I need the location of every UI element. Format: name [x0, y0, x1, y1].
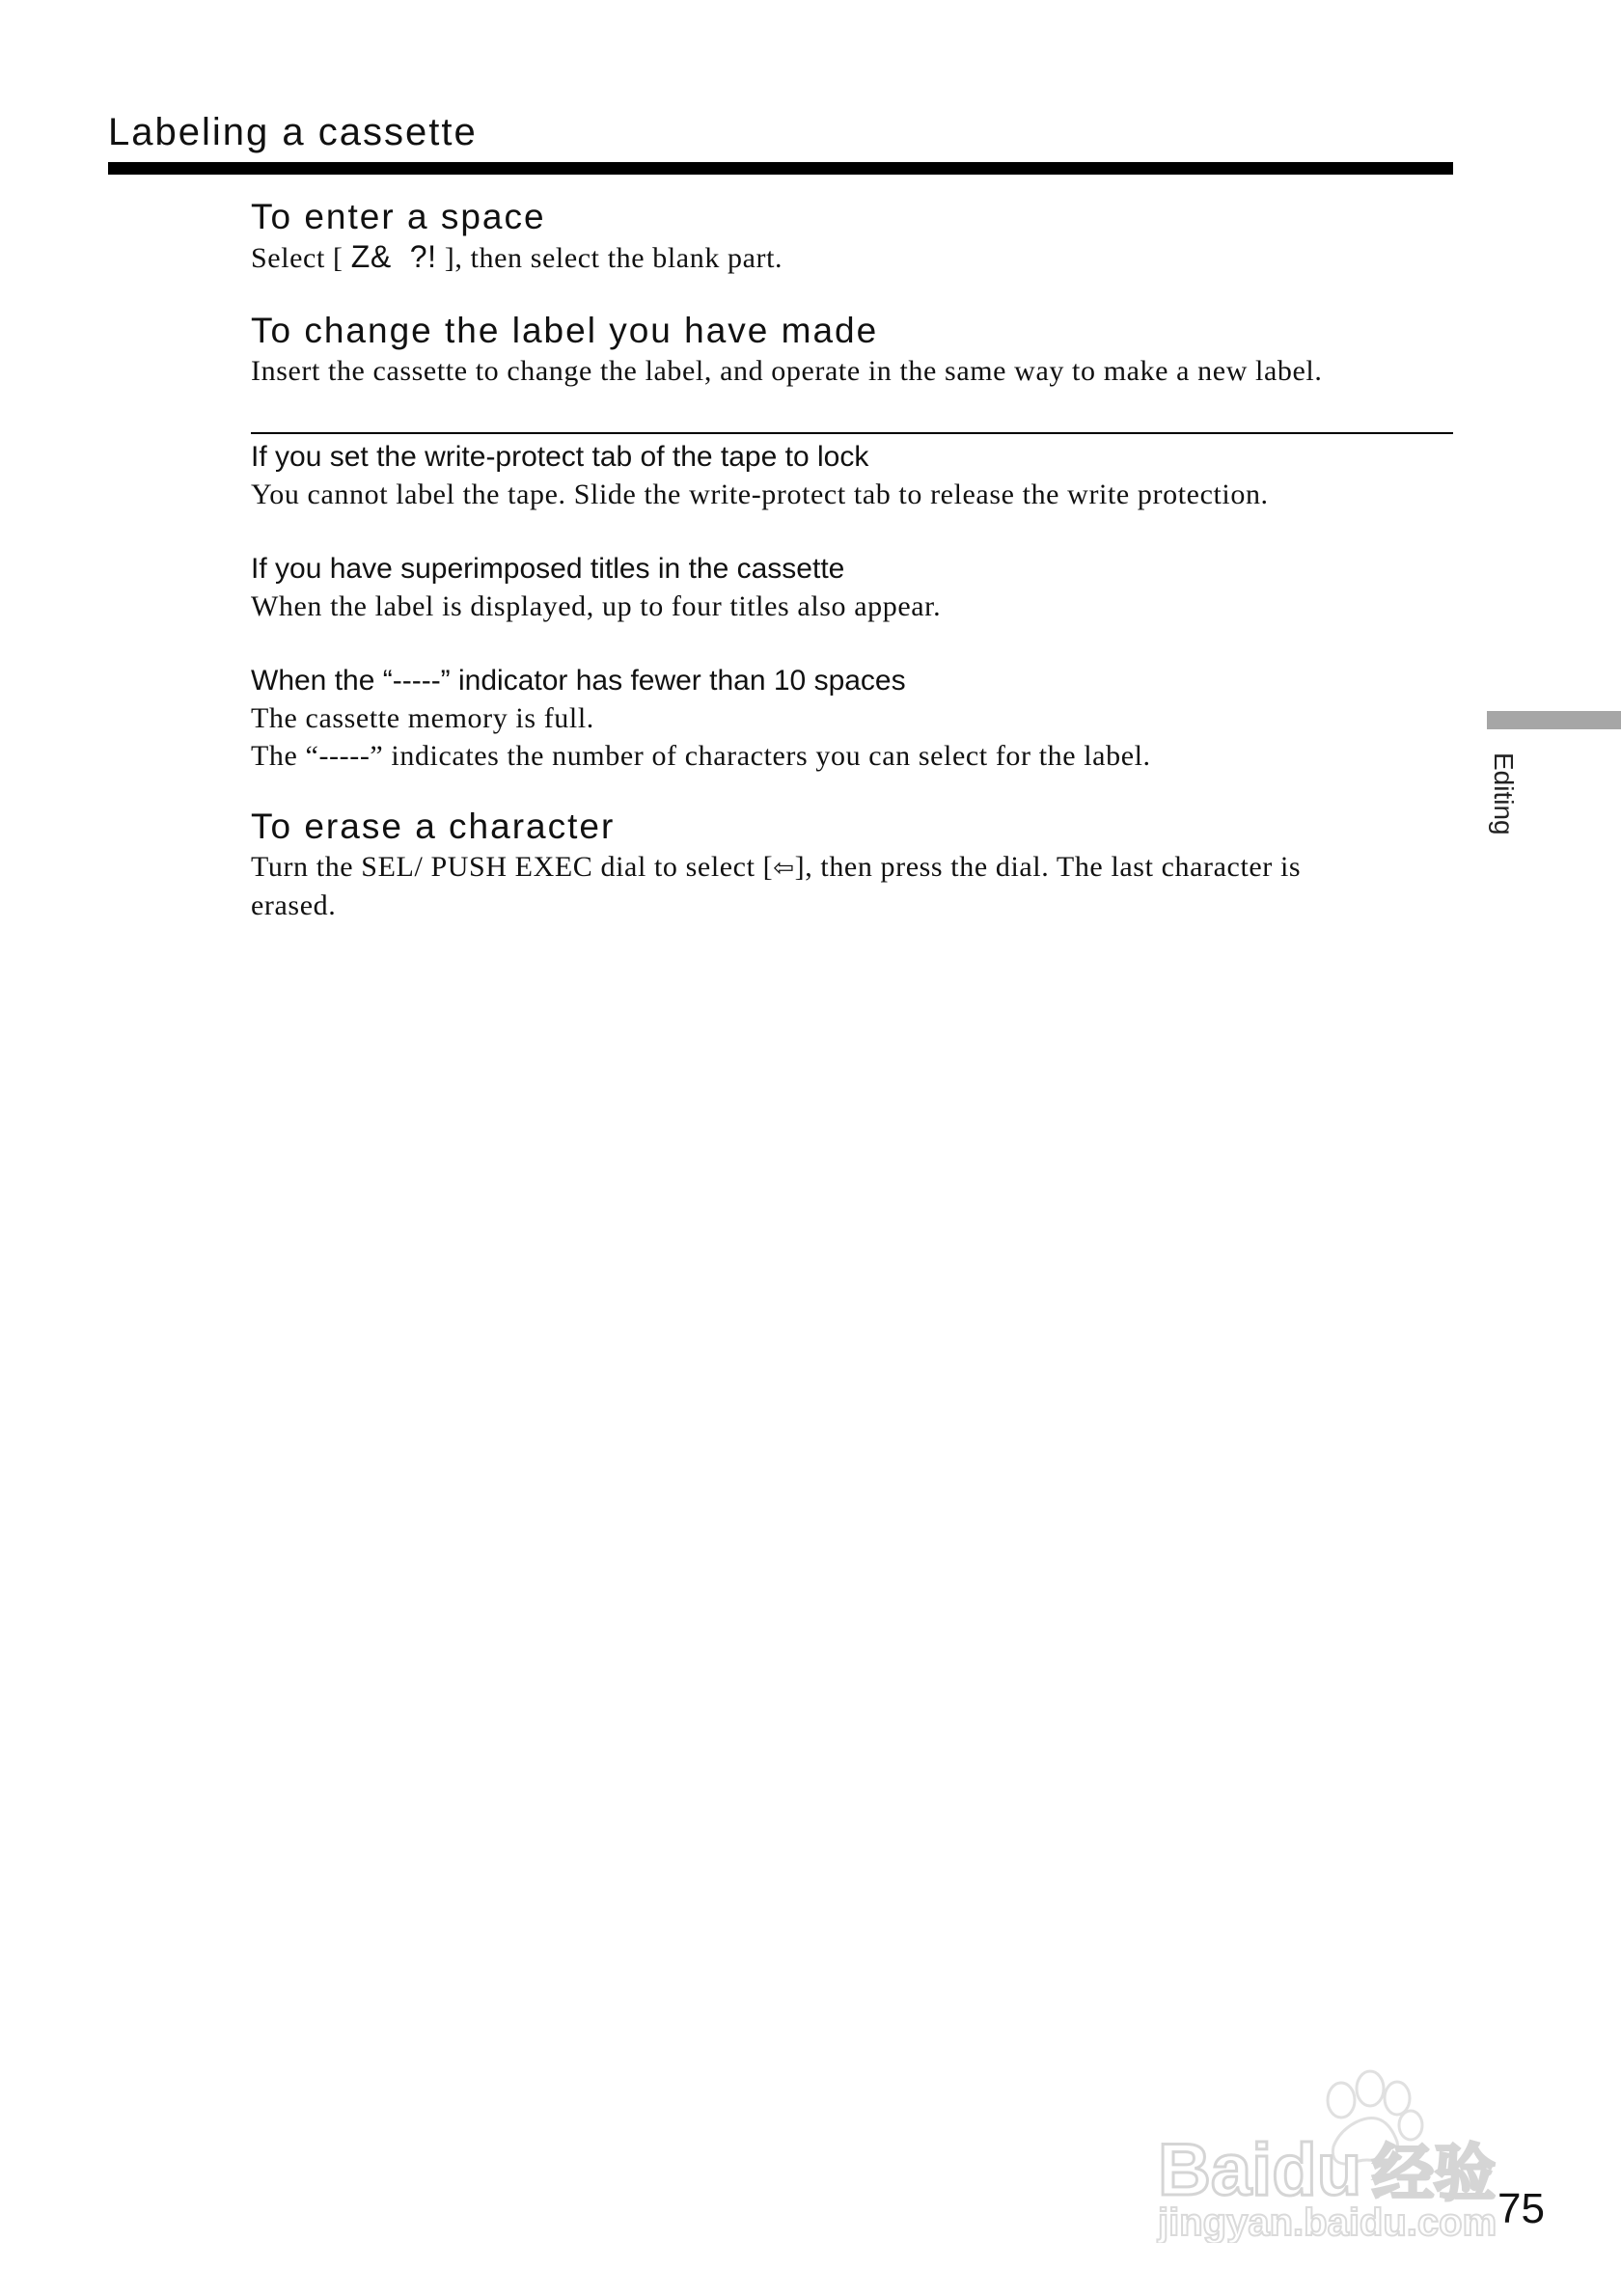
back-arrow-icon: ⇦: [773, 853, 795, 882]
section-heading: To enter a space: [251, 197, 546, 236]
note-line: You cannot label the tape. Slide the write-protect tab to release the write protection.: [251, 478, 1269, 510]
note-heading: When the “-----” indicator has fewer than 10 spaces: [251, 665, 906, 697]
note-line: When the label is displayed, up to four titles also appear.: [251, 590, 942, 622]
note-line: The “-----” indicates the number of characters you can select for the label.: [251, 740, 1151, 772]
note-heading: If you have superimposed titles in the cassette: [251, 553, 845, 585]
side-tab-marker: [1487, 711, 1621, 729]
note-heading: If you set the write-protect tab of the tape to lock: [251, 441, 869, 473]
section-enter-space: [251, 196, 1457, 277]
page-title: Labeling a cassette: [108, 111, 478, 153]
baidu-watermark: [1148, 2050, 1534, 2243]
section-text: [251, 848, 1457, 887]
section-text-continued: erased.: [251, 889, 337, 921]
note-line: The cassette memory is full.: [251, 702, 594, 734]
space-symbol-icon: Z& ?!: [350, 239, 437, 274]
note-superimposed-titles: [251, 551, 1457, 625]
section-erase-character: [251, 806, 1457, 924]
page-number: 75: [1497, 2185, 1545, 2232]
title-rule: [108, 162, 1453, 175]
text-after: ], then press the dial. The last character is: [794, 851, 1302, 883]
watermark-brand: Baidu: [1158, 2129, 1362, 2211]
text-before: Turn the SEL/ PUSH EXEC dial to select [: [251, 851, 774, 883]
section-change-label: [251, 310, 1457, 390]
section-heading: To erase a character: [251, 806, 616, 846]
text-before: Select [: [251, 242, 343, 274]
notes-divider: [251, 432, 1453, 434]
text-after: ], then select the blank part.: [444, 242, 783, 274]
section-text: [251, 238, 1457, 277]
note-write-protect: [251, 439, 1457, 513]
side-tab-label: Editing: [1489, 752, 1519, 835]
watermark-brand-cn: 经验: [1372, 2139, 1496, 2210]
note-fewer-spaces: [251, 663, 1457, 775]
section-heading: To change the label you have made: [251, 311, 879, 350]
section-text: Insert the cassette to change the label, and operate in the same way to make a new label.: [251, 355, 1323, 387]
watermark-url: jingyan.baidu.com: [1158, 2201, 1497, 2243]
